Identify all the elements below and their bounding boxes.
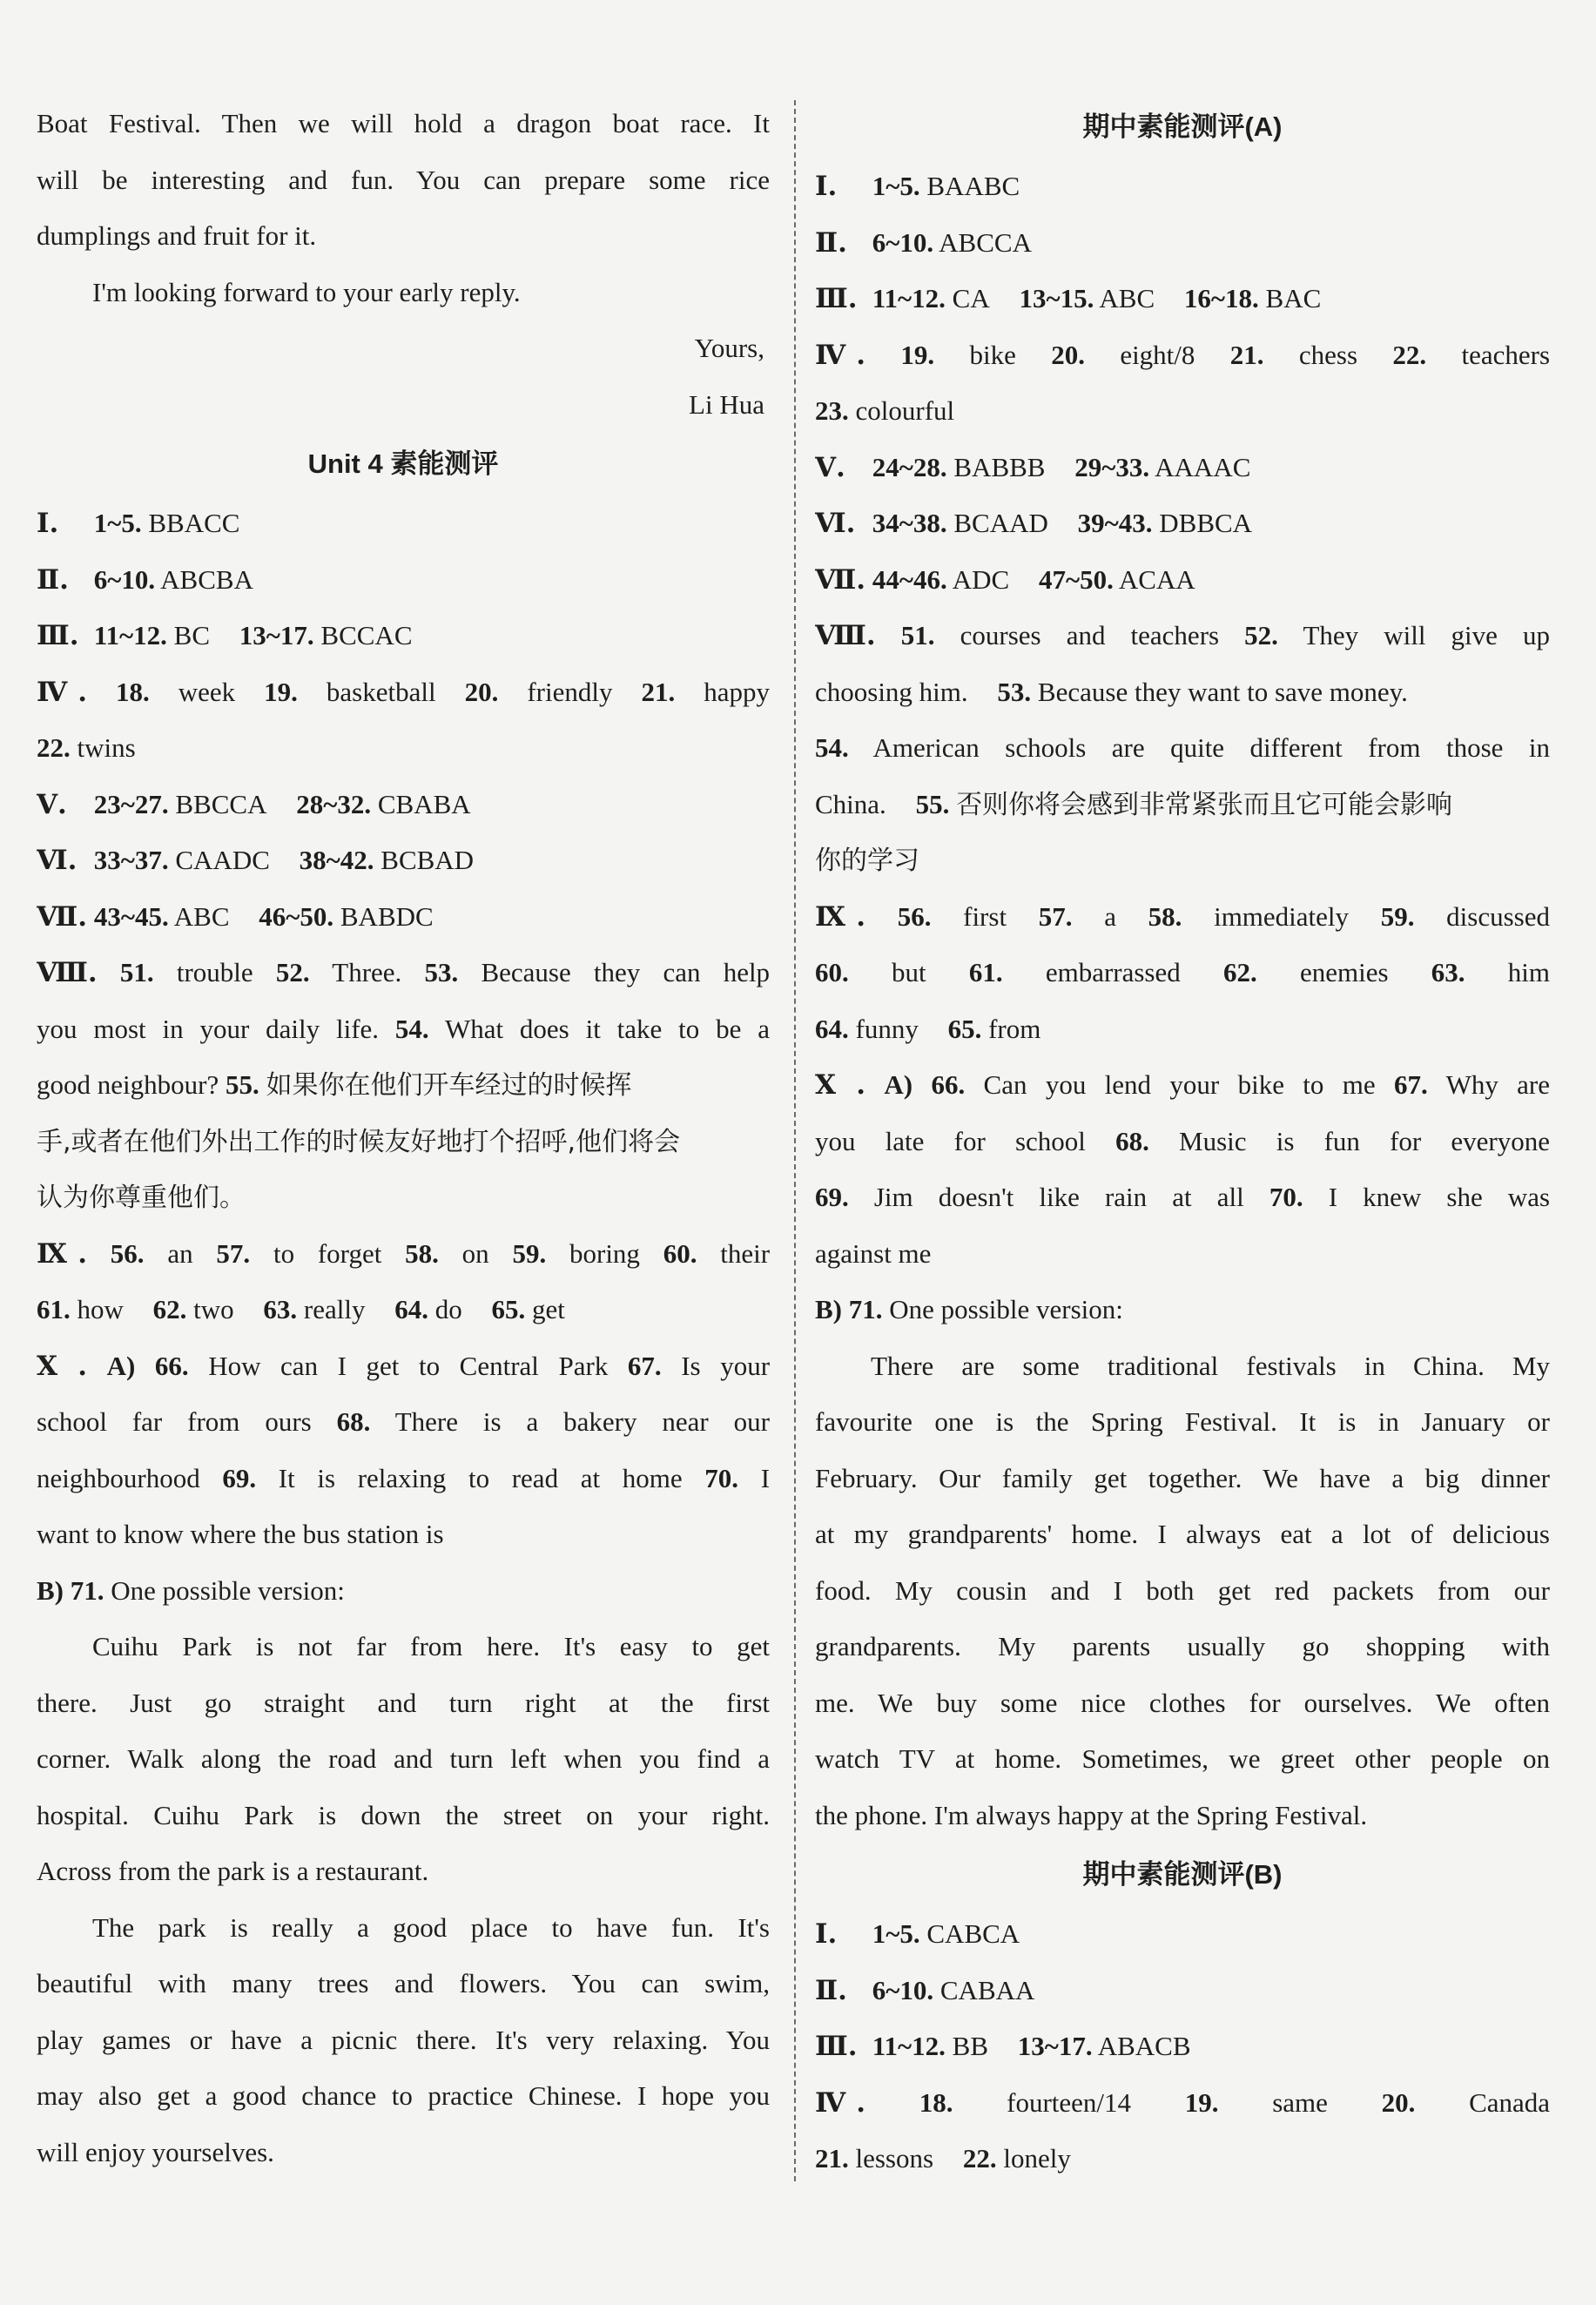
right-column bbox=[815, 96, 1550, 2187]
question-number: 70. bbox=[1269, 1182, 1303, 1212]
answer: How can I get to Central Park bbox=[208, 1350, 609, 1381]
question-number: 22. bbox=[1392, 339, 1427, 370]
question-range: 11~12. bbox=[872, 2031, 946, 2061]
u4-section-3 bbox=[37, 608, 770, 664]
answer: 认为你尊重他们。 bbox=[37, 1183, 246, 1213]
answer: It is relaxing to read at home bbox=[278, 1462, 683, 1493]
answer: want to know where the bus station is bbox=[37, 1519, 444, 1549]
answer: I knew she was bbox=[1328, 1182, 1550, 1212]
question-number: 21. bbox=[815, 2143, 849, 2174]
answer: eight/8 bbox=[1120, 339, 1195, 370]
question-number: 19. bbox=[264, 676, 298, 707]
question-number: 61. bbox=[37, 1294, 71, 1324]
question-number: 65. bbox=[947, 1013, 982, 1044]
answer: What does it take to be a bbox=[444, 1013, 770, 1044]
answer: courses and teachers bbox=[960, 620, 1220, 650]
ma-section-8-line2 bbox=[815, 664, 1550, 721]
answer: Jim doesn't like rain at all bbox=[873, 1182, 1244, 1212]
answer: ABCCA bbox=[939, 226, 1032, 258]
letter-line-3: dumplings and fruit for it. bbox=[37, 220, 317, 251]
answer: BC bbox=[173, 620, 211, 650]
part-label: B) bbox=[815, 1294, 842, 1324]
question-range: 47~50. bbox=[1038, 563, 1114, 595]
answer: neighbourhood bbox=[37, 1462, 200, 1493]
answer: but bbox=[891, 957, 926, 987]
question-number: 23. bbox=[815, 395, 849, 426]
answer: colourful bbox=[855, 395, 955, 426]
roman-numeral: Ⅳ. bbox=[815, 2086, 865, 2119]
question-number: 67. bbox=[1394, 1069, 1428, 1100]
answer: do bbox=[434, 1294, 462, 1324]
answer: enemies bbox=[1299, 957, 1389, 987]
question-number: 55. bbox=[225, 1069, 259, 1100]
answer: 手,或者在他们外出工作的时候友好地打个招呼,他们将会 bbox=[37, 1126, 681, 1157]
answer: CAADC bbox=[175, 845, 270, 875]
answer: 如果你在他们开车经过的时候挥 bbox=[266, 1070, 632, 1101]
part-label: A) bbox=[106, 1350, 136, 1381]
essay-line: the phone. I'm always happy at the Spring Festival. bbox=[815, 1799, 1368, 1830]
ma-section-5 bbox=[815, 440, 1550, 496]
midterm-b-title: 期中素能测评(B) bbox=[1082, 1859, 1283, 1890]
question-number: 71. bbox=[848, 1294, 883, 1324]
roman-numeral: Ⅹ. bbox=[815, 1069, 865, 1101]
answer: 否则你将会感到非常紧张而且它可能会影响 bbox=[956, 789, 1453, 820]
answer: One possible version: bbox=[889, 1294, 1123, 1324]
question-number: 52. bbox=[1244, 620, 1278, 650]
u4-section-10-line4 bbox=[37, 1506, 770, 1563]
question-number: 52. bbox=[275, 957, 310, 987]
answer: get bbox=[531, 1294, 565, 1324]
answer: BBCCA bbox=[175, 788, 267, 819]
question-range: 34~38. bbox=[872, 508, 947, 538]
answer: I bbox=[760, 1462, 770, 1493]
answer: CA bbox=[952, 283, 990, 313]
roman-numeral: Ⅱ. bbox=[815, 226, 847, 259]
roman-numeral: Ⅰ. bbox=[815, 1918, 838, 1950]
question-number: 62. bbox=[152, 1294, 187, 1324]
essay-line: will enjoy yourselves. bbox=[37, 2136, 274, 2167]
question-number: 63. bbox=[1431, 957, 1465, 987]
question-number: 59. bbox=[1380, 900, 1415, 932]
question-number: 53. bbox=[997, 676, 1032, 707]
question-number: 20. bbox=[1381, 2086, 1416, 2118]
answer: on bbox=[461, 1237, 489, 1269]
answer: Why are bbox=[1445, 1069, 1550, 1100]
question-number: 56. bbox=[897, 900, 932, 932]
question-number: 71. bbox=[70, 1574, 104, 1606]
answer: how bbox=[77, 1294, 124, 1324]
answer: ABCBA bbox=[160, 563, 253, 595]
part-label: B) bbox=[37, 1574, 64, 1606]
question-number: 22. bbox=[37, 732, 71, 763]
question-number: 66. bbox=[931, 1069, 966, 1100]
roman-numeral: Ⅶ. bbox=[37, 900, 88, 933]
u4-section-10-line3 bbox=[37, 1451, 770, 1507]
roman-numeral: Ⅱ. bbox=[815, 1974, 847, 2006]
question-number: 61. bbox=[968, 957, 1003, 987]
roman-numeral: Ⅳ. bbox=[37, 676, 87, 708]
roman-numeral: Ⅴ. bbox=[37, 788, 67, 820]
question-number: 21. bbox=[1229, 339, 1264, 370]
midterm-a-title: 期中素能测评(A) bbox=[1082, 111, 1283, 142]
question-number: 57. bbox=[1038, 900, 1073, 932]
ma-section-10-line2 bbox=[815, 1114, 1550, 1170]
question-range: 6~10. bbox=[872, 1974, 934, 2005]
u4-section-4 bbox=[37, 664, 770, 721]
question-range: 46~50. bbox=[259, 900, 334, 932]
letter-line-1: Boat Festival. Then we will hold a dragon boat race. It bbox=[37, 108, 770, 138]
question-range: 1~5. bbox=[872, 171, 920, 201]
essay-line: grandparents. My parents usually go shopping with bbox=[815, 1631, 1550, 1661]
question-number: 20. bbox=[464, 676, 499, 707]
question-number: 67. bbox=[627, 1350, 662, 1381]
roman-numeral: Ⅵ. bbox=[815, 508, 856, 539]
ma-section-6 bbox=[815, 495, 1550, 552]
answer: a bbox=[1104, 900, 1116, 932]
answer: China. bbox=[815, 788, 886, 819]
ma-section-10-partB bbox=[815, 1282, 1550, 1338]
answer: immediately bbox=[1214, 900, 1350, 932]
answer: boring bbox=[569, 1237, 640, 1269]
answer: from bbox=[988, 1013, 1041, 1044]
answer: BAC bbox=[1265, 283, 1322, 313]
question-range: 1~5. bbox=[93, 508, 142, 538]
question-range: 11~12. bbox=[872, 283, 946, 313]
answer: week bbox=[178, 676, 236, 707]
answer: ABC bbox=[1099, 283, 1155, 313]
answer: They will give up bbox=[1303, 620, 1550, 650]
question-range: 33~37. bbox=[93, 845, 169, 875]
roman-numeral: Ⅶ. bbox=[815, 563, 866, 596]
question-range: 44~46. bbox=[872, 563, 947, 595]
mb-section-1 bbox=[815, 1906, 1550, 1963]
essay-line: me. We buy some nice clothes for ourselves. We often bbox=[815, 1687, 1550, 1718]
answer: One possible version: bbox=[111, 1574, 345, 1606]
question-range: 43~45. bbox=[93, 900, 169, 932]
answer: CABAA bbox=[939, 1974, 1035, 2005]
u4-section-9-cont bbox=[37, 1282, 770, 1338]
answer: against me bbox=[815, 1237, 932, 1269]
letter-line-2: will be interesting and fun. You can prepare some rice bbox=[37, 164, 770, 195]
essay-line: February. Our family get together. We have a big dinner bbox=[815, 1462, 1550, 1493]
question-range: 13~17. bbox=[239, 620, 314, 650]
ma-section-3 bbox=[815, 271, 1550, 327]
ma-section-8-line4 bbox=[815, 777, 1550, 833]
answer: BCCAC bbox=[320, 620, 413, 650]
answer: lonely bbox=[1003, 2143, 1071, 2174]
answer: teachers bbox=[1461, 339, 1550, 370]
answer: BABBB bbox=[953, 451, 1046, 482]
question-number: 18. bbox=[116, 676, 150, 707]
roman-numeral: Ⅰ. bbox=[37, 508, 59, 539]
essay-line: may also get a good chance to practice Chinese. I hope you bbox=[37, 2080, 770, 2111]
question-range: 13~15. bbox=[1019, 283, 1094, 313]
unit4-title: Unit 4 素能测评 bbox=[307, 448, 499, 479]
ma-section-10-line3 bbox=[815, 1169, 1550, 1226]
u4-section-6 bbox=[37, 832, 770, 889]
question-number: 51. bbox=[119, 957, 154, 987]
answer: first bbox=[963, 900, 1007, 932]
answer: Canada bbox=[1469, 2086, 1550, 2118]
answer: AAAAC bbox=[1155, 451, 1251, 482]
left-column bbox=[37, 96, 770, 2180]
roman-numeral: Ⅲ. bbox=[815, 283, 858, 314]
part-label: A) bbox=[884, 1069, 913, 1100]
essay-line: favourite one is the Spring Festival. It is in January or bbox=[815, 1406, 1550, 1437]
question-range: 38~42. bbox=[299, 845, 374, 875]
roman-numeral: Ⅷ. bbox=[815, 620, 876, 651]
ma-section-9 bbox=[815, 889, 1550, 946]
question-number: 19. bbox=[1184, 2086, 1219, 2118]
letter-line-4: I'm looking forward to your early reply. bbox=[92, 276, 521, 307]
answer: trouble bbox=[176, 957, 253, 987]
mb-section-4 bbox=[815, 2075, 1550, 2132]
question-range: 1~5. bbox=[872, 1918, 920, 1949]
u4-section-7 bbox=[37, 889, 770, 946]
answer: CBABA bbox=[377, 788, 471, 819]
question-number: 56. bbox=[110, 1237, 145, 1269]
answer: funny bbox=[855, 1013, 919, 1044]
ma-section-1 bbox=[815, 158, 1550, 215]
answer: Music is fun for everyone bbox=[1179, 1125, 1550, 1156]
question-number: 63. bbox=[263, 1294, 298, 1324]
answer: BCBAD bbox=[380, 845, 475, 875]
essay-line: The park is really a good place to have fun. It's bbox=[92, 1911, 770, 1943]
answer: There is a bakery near our bbox=[394, 1406, 770, 1437]
answer: 你的学习 bbox=[815, 846, 919, 876]
essay-line: food. My cousin and I both get red packets from our bbox=[815, 1574, 1550, 1606]
u4-section-1 bbox=[37, 495, 770, 552]
question-range: 28~32. bbox=[296, 788, 372, 819]
essay-line: there. Just go straight and turn right at the first bbox=[37, 1687, 770, 1718]
answer: friendly bbox=[527, 676, 613, 707]
letter-signature: Li Hua bbox=[689, 388, 764, 420]
answer: bike bbox=[969, 339, 1016, 370]
question-number: 22. bbox=[962, 2143, 997, 2174]
essay-line: play games or have a picnic there. It's very relaxing. You bbox=[37, 2024, 770, 2055]
question-number: 64. bbox=[815, 1013, 849, 1044]
essay-line: Cuihu Park is not far from here. It's easy to get bbox=[92, 1631, 770, 1661]
question-range: 6~10. bbox=[93, 563, 156, 595]
answer: him bbox=[1507, 957, 1550, 987]
u4-section-2 bbox=[37, 552, 770, 609]
question-number: 69. bbox=[222, 1462, 257, 1493]
answer: ACAA bbox=[1118, 563, 1195, 595]
answer: fourteen/14 bbox=[1007, 2086, 1132, 2118]
question-number: 55. bbox=[915, 788, 950, 819]
essay-line: at my grandparents' home. I always eat a lot of delicious bbox=[815, 1519, 1550, 1549]
question-number: 60. bbox=[663, 1237, 697, 1269]
essay-line: Across from the park is a restaurant. bbox=[37, 1856, 429, 1886]
answer: you late for school bbox=[815, 1125, 1086, 1156]
question-range: 23~27. bbox=[93, 788, 169, 819]
question-number: 68. bbox=[1115, 1125, 1149, 1156]
question-number: 21. bbox=[641, 676, 676, 707]
u4-section-10-line2 bbox=[37, 1394, 770, 1451]
answer: Because they want to save money. bbox=[1037, 676, 1408, 707]
question-number: 53. bbox=[424, 957, 459, 987]
mb-section-2 bbox=[815, 1963, 1550, 2019]
question-number: 65. bbox=[491, 1294, 526, 1324]
answer: Can you lend your bike to me bbox=[983, 1069, 1376, 1100]
u4-section-8-line5 bbox=[37, 1169, 770, 1226]
u4-section-8 bbox=[37, 945, 770, 1001]
answer: ADC bbox=[952, 563, 1010, 595]
question-number: 70. bbox=[704, 1462, 739, 1493]
u4-section-4-cont bbox=[37, 720, 770, 777]
question-number: 51. bbox=[900, 620, 935, 650]
ma-section-8-line3 bbox=[815, 720, 1550, 777]
answer: Is your bbox=[681, 1350, 770, 1381]
answer: Three. bbox=[332, 957, 402, 987]
answer: their bbox=[720, 1237, 770, 1269]
answer: twins bbox=[77, 732, 136, 763]
essay-line: There are some traditional festivals in China. My bbox=[871, 1350, 1550, 1381]
answer: BAABC bbox=[926, 171, 1020, 201]
u4-section-10-partB bbox=[37, 1563, 770, 1620]
u4-section-9 bbox=[37, 1226, 770, 1283]
answer: embarrassed bbox=[1045, 957, 1181, 987]
answer: discussed bbox=[1446, 900, 1550, 932]
column-divider bbox=[794, 100, 796, 2181]
u4-section-8-line3 bbox=[37, 1057, 770, 1114]
answer: CABCA bbox=[926, 1918, 1020, 1949]
roman-numeral: Ⅸ. bbox=[815, 900, 865, 933]
answer: American schools are quite different from those in bbox=[872, 732, 1550, 763]
answer: BABDC bbox=[340, 900, 434, 932]
question-range: 13~17. bbox=[1017, 2031, 1093, 2061]
answer: Because they can help bbox=[481, 957, 770, 987]
roman-numeral: Ⅱ. bbox=[37, 563, 69, 596]
u4-section-10 bbox=[37, 1338, 770, 1395]
question-number: 19. bbox=[900, 339, 935, 370]
question-number: 69. bbox=[815, 1182, 849, 1212]
essay-line: watch TV at home. Sometimes, we greet other people on bbox=[815, 1743, 1550, 1774]
roman-numeral: Ⅹ. bbox=[37, 1350, 87, 1382]
roman-numeral: Ⅳ. bbox=[815, 339, 865, 371]
question-number: 60. bbox=[815, 957, 849, 987]
ma-section-4-cont bbox=[815, 383, 1550, 440]
answer: DBBCA bbox=[1159, 508, 1253, 538]
question-range: 39~43. bbox=[1077, 508, 1153, 538]
ma-section-4 bbox=[815, 327, 1550, 384]
question-number: 18. bbox=[919, 2086, 953, 2118]
essay-line: corner. Walk along the road and turn left when you find a bbox=[37, 1743, 770, 1774]
answer: to forget bbox=[273, 1237, 382, 1269]
letter-closing: Yours, bbox=[694, 333, 764, 363]
roman-numeral: Ⅵ. bbox=[37, 845, 77, 876]
answer: happy bbox=[704, 676, 770, 707]
roman-numeral: Ⅰ. bbox=[815, 171, 838, 202]
question-range: 11~12. bbox=[93, 620, 167, 650]
answer: BBACC bbox=[148, 508, 240, 538]
ma-section-9-line3 bbox=[815, 1001, 1550, 1058]
question-number: 64. bbox=[394, 1294, 428, 1324]
ma-section-9-line2 bbox=[815, 945, 1550, 1001]
answer: good neighbour? bbox=[37, 1069, 219, 1100]
answer: you most in your daily life. bbox=[37, 1013, 380, 1044]
u4-section-8-line4 bbox=[37, 1114, 770, 1170]
roman-numeral: Ⅴ. bbox=[815, 451, 845, 483]
ma-section-8-line5 bbox=[815, 832, 1550, 889]
question-number: 59. bbox=[512, 1237, 547, 1269]
answer: really bbox=[303, 1294, 366, 1324]
roman-numeral: Ⅷ. bbox=[37, 957, 98, 988]
answer: chess bbox=[1298, 339, 1358, 370]
answer: BB bbox=[952, 2031, 989, 2061]
answer: lessons bbox=[855, 2143, 934, 2174]
question-range: 29~33. bbox=[1074, 451, 1150, 482]
answer: school far from ours bbox=[37, 1406, 312, 1437]
answer: ABC bbox=[173, 900, 230, 932]
question-range: 16~18. bbox=[1183, 283, 1259, 313]
ma-section-10 bbox=[815, 1057, 1550, 1114]
question-number: 54. bbox=[394, 1013, 429, 1044]
answer: ABACB bbox=[1097, 2031, 1191, 2061]
roman-numeral: Ⅲ. bbox=[815, 2031, 858, 2062]
roman-numeral: Ⅲ. bbox=[37, 620, 79, 651]
ma-section-10-line4 bbox=[815, 1226, 1550, 1283]
u4-section-8-line2 bbox=[37, 1001, 770, 1058]
u4-section-5 bbox=[37, 777, 770, 833]
essay-line: beautiful with many trees and flowers. You can swim, bbox=[37, 1968, 770, 1998]
answer: basketball bbox=[326, 676, 436, 707]
answer: choosing him. bbox=[815, 676, 968, 707]
answer: two bbox=[193, 1294, 234, 1324]
question-range: 24~28. bbox=[872, 451, 947, 482]
ma-section-2 bbox=[815, 215, 1550, 272]
question-number: 62. bbox=[1223, 957, 1257, 987]
question-range: 6~10. bbox=[872, 226, 934, 258]
question-number: 66. bbox=[154, 1350, 189, 1381]
mb-section-3 bbox=[815, 2019, 1550, 2075]
question-number: 54. bbox=[815, 732, 849, 763]
question-number: 20. bbox=[1051, 339, 1085, 370]
essay-line: hospital. Cuihu Park is down the street on your right. bbox=[37, 1799, 770, 1830]
question-number: 68. bbox=[336, 1406, 371, 1437]
question-number: 57. bbox=[216, 1237, 251, 1269]
answer: same bbox=[1272, 2086, 1328, 2118]
answer: an bbox=[167, 1237, 193, 1269]
mb-section-4-cont bbox=[815, 2131, 1550, 2187]
answer: BCAAD bbox=[953, 508, 1048, 538]
roman-numeral: Ⅸ. bbox=[37, 1237, 87, 1270]
ma-section-8 bbox=[815, 608, 1550, 664]
question-number: 58. bbox=[405, 1237, 439, 1269]
ma-section-7 bbox=[815, 552, 1550, 609]
question-number: 58. bbox=[1148, 900, 1182, 932]
